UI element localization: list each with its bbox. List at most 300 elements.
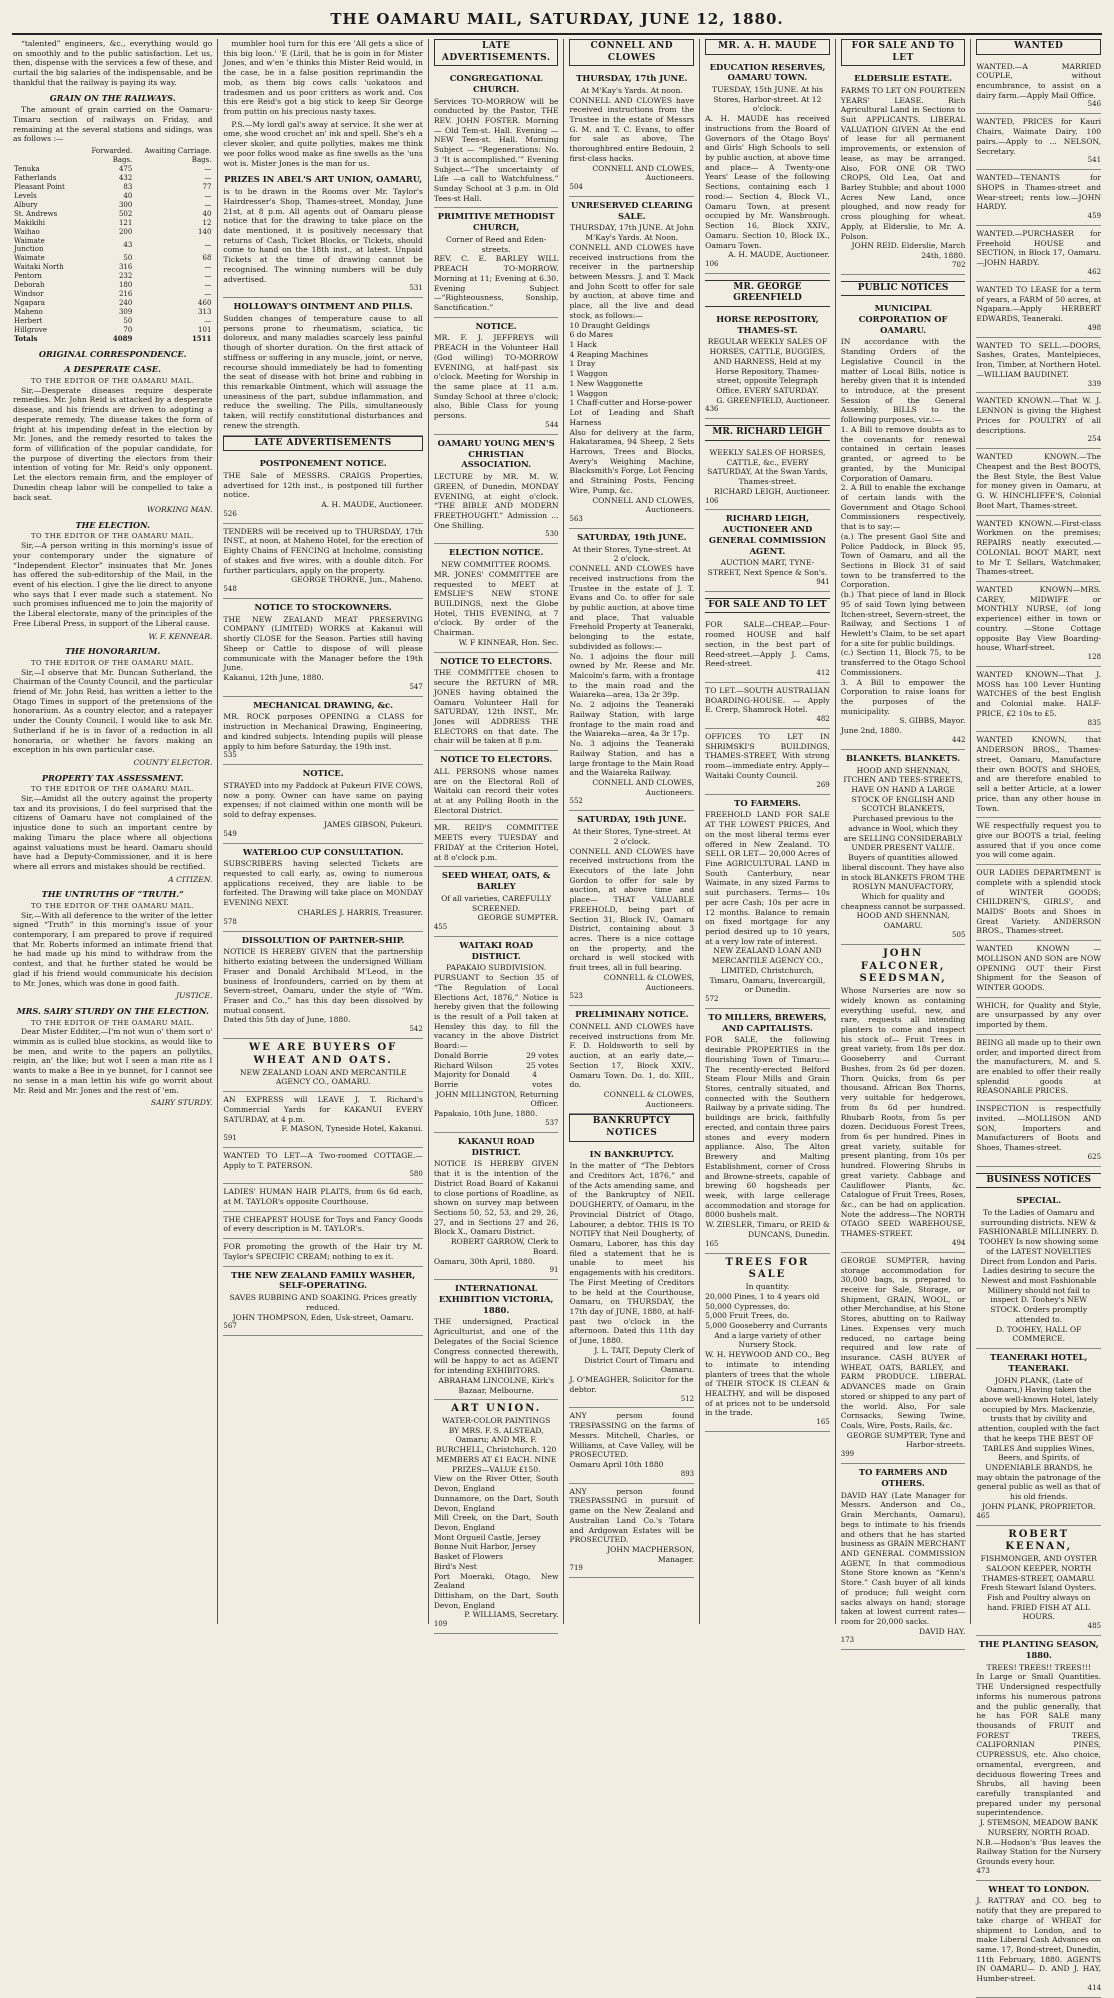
ad-subheading: In quantity. [745,1282,790,1292]
seed-ad [434,867,559,937]
waitaki-road-ad [434,937,559,1133]
letter-signature: JUSTICE. [175,991,213,1001]
evans-sale-ad [569,70,694,197]
ad-number: 412 [816,668,830,677]
lot-list [569,652,694,778]
trees-ad [705,1254,830,1433]
ad-number: 719 [569,1564,583,1573]
ad-body: THE Sale of MESSRS. CRAIGS Properties, advertised for 12th inst., is postponed till further notice. [223,470,423,500]
ad-subheading: At their Stores, Tyne-street. At 2 o'clock. [572,544,692,564]
ad-number: 173 [840,1636,855,1645]
public-notices-heading: PUBLIC NOTICES [841,281,966,297]
ad-heading: MECHANICAL DRAWING, &c. [253,699,394,710]
lot-item: No. 1 adjoins the flour mill owned by Mr. Reese and Mr. Malcolm's farm, with a frontage to the main road and the Waiareka—area, 13a 2r 39p. [569,651,695,700]
small-ad [705,617,830,683]
ad-number: 549 [223,829,237,838]
letter-title: THE HONORARIUM. [65,646,161,657]
ad-heading: ELECTION NOTICE. [448,547,544,558]
wanted-ad [976,282,1101,338]
wanted-ad [976,338,1101,394]
ad-heading: TREES FOR SALE [725,1256,810,1281]
clearing-sale-ad [569,197,694,529]
ad-number: 442 [952,735,966,744]
planting-ad [976,1636,1101,1881]
article-intro [13,39,212,88]
ad-body: THE undersigned, Practical Agriculturist, and one of the Delegates of the Social Science Congress connected therewith, will be happy to act as AGENT for intending EXHIBITORS. [433,1317,559,1376]
postponement-ad [223,455,422,524]
ad-heading: TO FARMERS AND OTHERS. [858,1467,948,1488]
grain-intro: The amount of grain carried on the Oamaru-Timaru section of railways on Friday, and remaining at the several stations and sidings, was as follows :— [13,105,213,144]
grain-cell: — [204,272,212,281]
ad-heading: TEANERAKI HOTEL, TEANERAKI. [990,1352,1088,1373]
grain-cell: Waimate Junction [14,236,45,254]
ad-body: ANY person found TRESPASSING on the farms of Messrs. Mitchell, Charles, or Williams, at Cave Valley, will be PROSECUTED. [569,1411,695,1460]
grain-total-cell: 4089 [112,333,133,343]
ad-number: 165 [816,1418,830,1427]
grain-cell: Fatherlands [14,173,57,182]
letter [13,1006,212,1108]
letter-title: A DESPERATE CASE. [64,364,162,375]
for-sale-to-let-heading: FOR SALE AND TO LET [841,39,966,66]
ad-number: 548 [223,585,237,594]
grain-cell: 240 [118,299,133,308]
ad-signature: CONNELL & CLOWES, Auctioneers. [603,1090,695,1109]
electors-roll-ad [434,751,559,820]
preliminary-ad [569,1006,694,1114]
millers-ad [705,1009,830,1254]
poll-name: Richard Wilson [433,1060,493,1070]
ad-heading: PRELIMINARY NOTICE. [575,1009,689,1020]
ad-number: 436 [705,405,719,414]
letter-addressee: TO THE EDITOR OF THE OAMARU MAIL. [30,532,195,541]
wanted-ad [976,1035,1101,1101]
grain-cell: 121 [118,218,133,227]
grain-cell: Pleasant Point [14,182,65,191]
gordon-estate-ad [569,811,694,1006]
grain-title: GRAIN ON THE RAILWAYS. [49,92,176,103]
ad-number: 542 [409,1025,423,1034]
art-union-ad [434,1400,559,1634]
trees-item: 5,000 Gooseberry and Currants [705,1320,828,1330]
ad-number: 546 [1087,100,1102,109]
wanted-ad [976,1101,1101,1167]
grain-cell: Waitaki North [14,263,64,272]
grain-row [13,308,212,317]
grain-cell: 309 [118,308,133,317]
grain-cell: Levels [14,191,37,200]
ad-number: 459 [1087,212,1102,221]
grain-cell: — [204,290,212,299]
leigh-commission-ad [705,510,830,591]
ad-signature: W. ZIESLER, Timaru, or REID & DUNCANS, Dunedin. [705,1220,830,1239]
ad-heading: NOTICE TO STOCKOWNERS. [254,601,392,612]
ad-body: In the matter of “The Debtors and Creditors Act, 1876,” and of the Acts amending same, and of the Bankruptcy of NEIL DOUGHERTY, of Oamaru, in the Provincial District of Otago, Labourer, a debtor. THIS IS TO NOTIFY that Neil Dougherty, of Oamaru, Laborer, has this day filed a statement that he is unable to meet his engagements with his creditors. The First Meeting of Creditors to be held at the Courthouse, Oamaru, on THURSDAY, the 17th day of JUNE, 1880, at half-past two o'clock in the afternoon. Dated this 11th day of June, 1880. [569,1161,695,1346]
ad-note: N.B.—Hodson's 'Bus leaves the Railway Station for the Nursery Grounds every hour. [976,1837,1102,1867]
ad-number: 552 [569,797,583,806]
grain-row [13,254,212,263]
holloway-title: HOLLOWAY'S OINTMENT AND PILLS. [233,301,413,312]
tenders-ad [223,524,422,599]
ad-number: 563 [569,514,583,523]
ad-signature: CONNELL AND CLOWES, Auctioneers. [592,777,695,797]
grain-cell: 50 [123,254,133,263]
connell-clowes-heading: CONNELL AND CLOWES [569,39,694,66]
ad-heading: SATURDAY, 19th JUNE. [577,814,687,825]
poll-name: Majority for Donald Borrie [433,1070,510,1090]
art-union-notice-body: is to be drawn in the Rooms over Mr. Taylor's Hairdresser's Shop, Thames-street, Monday, June 21st, at 8 p.m. All agents out of Oamaru please notice that for the drawing to take place on the date mentioned, it is positively necessary that returns of Cash, Ticket Blocks, or Tickets, should come to hand on the 18th inst., at latest. Unpaid Tickets at the time of drawing cannot be recognised. The winning numbers will be duly advertised. [223,187,423,284]
correspondence-title: ORIGINAL CORRESPONDENCE. [38,348,187,359]
ad-signature: CONNELL AND CLOWES, Auctioneers. [592,163,695,183]
trespass-ad [569,1408,694,1483]
ad-number: 941 [816,577,830,586]
ad-heading: ART UNION. [451,1403,542,1415]
column-3 [429,39,565,1629]
stock-item: 1 New Waggonette [569,378,643,388]
grain-header-row [13,147,212,165]
letter-body: Sir,—With all deference to the writer of the letter signed “Truth” in this morning's issue of your contemporary, I am prepared to prove if required that Mr. Roberts informed an intimate friend that he had made up his mind to withdraw from the contest, and that he further stated he would be glad if his friend would communicate his decision to Mr. Jones, which was done in good faith. [13,910,213,988]
ad-body: CONNELL AND CLOWES have received instructions from the receiver in the partnership between Messrs. J. and T. Mack and John Scott to offer for sale by auction, at above time and place, all the live and dead stock, as follows:— [569,242,695,320]
kakanui-road-ad [434,1133,559,1280]
ad-heading: ROBERT KEENAN, [1005,1528,1073,1553]
letter-body: Sir,—I observe that Mr. Duncan Sutherland, the Chairman of the County Council, and the particular friend of Mr. John Reid, has written a letter to the Otago Times in support of the pretensions of the honorarium. As a country elector, and a ratepayer under the County Council, I would like to ask Mr. Sutherland if he is in favor of a reduction in all honoraria, or whether he favors making an exception in his own particular case. [13,667,213,755]
grain-cell: — [204,191,212,200]
ad-body: NOTICE IS HEREBY GIVEN that it is the intention of the District Road Board of Kakanui to close portions of Roadline, as shown on survey map between Sections 50, 52, 53, and 29, 26, 27, and in Sections 27 and 26, Block X., Oamaru District. [433,1159,559,1237]
ad-body: PURSUANT to Section 35 of “The Regulation of Local Elections Act, 1876,” Notice is hereby given that the following is the result of a Poll taken at Hensley this day, to fill the vacancy in the above District Board:— [433,973,559,1051]
art-union-notice-title: PRIZES IN ABEL'S ART UNION, OAMARU, [224,174,423,185]
grain-cell: 83 [123,182,133,191]
ad-number: 537 [545,1118,559,1127]
ad-heading: INTERNATIONAL EXHIBITION VICTORIA, 1880. [438,1283,554,1315]
late-ads-heading: LATE ADVERTISEMENTS. [434,39,559,66]
art-union-notice [223,171,422,298]
columns [8,39,1106,1992]
poll-row [434,1070,559,1089]
david-hay-ad [841,1464,966,1650]
ad-signature: GEORGE SUMPTER. [477,913,559,923]
sumpter-ad [841,1253,966,1464]
masthead-title: THE OAMARU MAIL, SATURDAY, JUNE 12, 1880. [12,6,1102,35]
stock-list [569,321,694,428]
ad-body: BY MRS. F. S. ALSTEAD, Oamaru; AND MR. F. BURCHELL, Christchurch. 120 MEMBERS AT £1 EACH. NINE PRIZES—VALUE £150. [435,1425,557,1474]
ad-number: 498 [1087,323,1102,332]
ad-body: INSPECTION is respectfully invited. —MOLLISON AND SON, Importers and Manufacturers of Boots and Shoes, Thames-street. [976,1104,1102,1153]
ad-signature: F. MASON, Tyneside Hotel, Kakanui. [281,1124,423,1134]
ad-body: SUBSCRIBERS having selected Tickets are requested to call early, as, owing to numerous applications received, they are liable to be forfeited. The Drawing will take place on MONDAY EVENING NEXT. [223,859,423,908]
ad-heading: RICHARD LEIGH, AUCTIONEER AND GENERAL COMMISSION AGENT. [708,513,826,556]
ad-body: FREEHOLD LAND FOR SALE AT THE LOWEST PRICES, And on the most liberal terms ever offered in New Zealand. TO SELL OR LET— 20,000 Acres of Fine AGRICULTURAL LAND in South Canterbury, near Waimate, in any sized Farms to suit purchasers. Terms— 10s per acre Cash; 10s per acre in 12 months. Balance to remain on fixed mortgage for any period desired up to 10 years, at a very low rate of interest. [705,810,830,946]
grain-row [13,219,212,228]
ad-body: WANTED KNOWN.—The Cheapest and the Best BOOTS, the Best Style, the Best Value for money given in Oamaru, at G. W. HINCHLIFFE'S, Colonial Boot Mart, Thames-street. [976,452,1102,510]
wanted-ad [976,449,1101,515]
ad-subheading: At their Stores, Tyne-street. At 2 o'clock. [572,827,692,846]
congregational-ad [434,70,559,208]
ad-signature: G. GREENFIELD, Auctioneer. [716,395,830,405]
ad-body: WANTED TO LEASE for a term of years, a FARM of 50 acres, at Ngapara.—Apply HERBERT EDWARDS, Teaneraki. [976,284,1102,323]
grain-cell: Waimate [14,254,45,263]
grain-total-cell: Totals [14,333,38,343]
for-sale-heading: FOR SALE AND TO LET [705,598,830,614]
letter [13,889,212,1001]
grain-table [13,147,212,344]
ad-heading: SPECIAL. [1016,1195,1062,1206]
ad-signature: JOHN REID. Elderslie, March 24th, 1880. [851,241,966,260]
ad-number: 572 [705,995,719,1003]
ad-signature: HOOD AND SHENNAN, OAMARU. [856,911,950,931]
ad-solicitor: J. O'MEAGHER, Solicitor for the debtor. [569,1375,694,1394]
ad-number: 494 [952,1238,966,1247]
ad-signature: W. H. HEYWOOD AND CO., Beg to intimate to intending planters of trees that the whole of THEIR STOCK IS CLEAN & HEALTHY, and will be disposed of at prices not to be undersold in the trade. [705,1350,830,1418]
letter-title: THE ELECTION. [75,519,150,530]
grain-header-cell: Forwarded. Bags. [91,146,133,164]
wheat-london-ad [976,1881,1101,1998]
letter-body: Dear Mister Edditer,—I'm not wun o' them sort o' wimmin as is culled blue stockins, as would like to be men, and write to the papers an pollytiks, reigin, an' the like; but wot I seen a man rite as I wants to make a Bee in ye bunnet, for I cannot see no sense in a man lettin his wife go worrit about Mr. Reid and Mr. Jones and the rest of 'em. [13,1027,213,1095]
falconer-ad [841,945,966,1253]
ad-heading: PRIMITIVE METHODIST CHURCH, [437,211,555,233]
grain-cell: Deborah [14,281,45,290]
column-6 [836,39,972,1645]
ad-number: 702 [952,260,966,269]
ad-signature: P. WILLIAMS, Secretary. [464,1610,559,1620]
letters-list [13,364,212,1108]
grain-cell: 40 [202,209,212,218]
poll-votes: 25 votes [526,1060,559,1070]
electors-ad [434,653,559,752]
ad-signature: GEORGE THORNE, Jun., Maheno. [291,575,423,585]
wanted-ad [976,732,1101,818]
ad-body: WANTED KNOWN.—That W. J. LENNON is giving the Highest Prices for POULTRY of all descriptions. [976,396,1102,435]
strayed-ad [223,765,422,843]
ad-heading: NOTICE. [302,768,344,779]
stockowners-ad [223,599,422,697]
toys-ad [223,1212,422,1239]
ad-number: 106 [705,259,719,268]
prize-item: Dittisham, on the Dart, South Devon, England [433,1590,559,1610]
ad-body: ALL PERSONS whose names are on the Electoral Roll of Waitaki can record their votes at at any Polling Booth in the Electoral District. [433,766,559,815]
ad-signature: CHARLES J. HARRIS, Treasurer. [297,907,423,917]
bill-item: (b.) That piece of land in Block 95 of said Town lying between Itchen-street, Severn-street, the Railway, and Sections 1 of Hewlett's Claim, to be set apart for a site for public buildings. [840,590,966,648]
ad-signature: D. TOOHEY, HALL OF COMMERCE. [996,1324,1082,1344]
wanted-ad [976,941,1101,998]
ad-date: Papakaio, 10th June, 1880. [433,1109,538,1119]
wanted-list [976,59,1101,1167]
bill-item: 1. A Bill to remove doubts as to the covenants for renewal contained in certain leases granted, or agreed to be granted, by the Municipal Corporation of Oamaru. [840,424,966,483]
ad-number: 526 [223,509,237,518]
ad-number: 547 [409,682,423,691]
ad-body: THE CHEAPEST HOUSE for Toys and Fancy Goods of every description is M. TAYLOR's. [223,1214,423,1234]
ad-body: IN accordance with the Standing Orders of the Legislative Council in the matter of Local Bills, notice is hereby given that it is intended to introduce, at the present Session of the General Assembly, BILLS to the following purposes, viz.:— [840,337,966,425]
stock-item: 1 Dray [569,359,596,369]
ad-number: 591 [223,1133,237,1142]
ad-heading: WE ARE BUYERS OF WHEAT AND OATS. [249,1042,398,1066]
ad-heading: TO MILLERS, BREWERS, AND CAPITALISTS. [708,1011,827,1033]
ad-body: HOOD AND SHENNAN, ITCHEN AND TEES-STREETS, HAVE ON HAND A LARGE STOCK OF ENGLISH AND SCOTCH BLANKETS, Purchased previous to the advance in Wool, which they are SELLING CONSIDERABLY UNDER PRESENT VALUE. Buyers of quantities allowed liberal discount. They have also in stock BLANKETS FROM THE ROSLYN MANUFACTORY, Which for quality and cheapness cannot be surpassed. [840,765,966,911]
wanted-ad [976,865,1101,941]
ad-number: 567 [223,1322,237,1331]
small-ad [705,683,830,729]
letter-title: PROPERTY TAX ASSESSMENT. [41,772,184,783]
ad-body: MR. REID'S COMMITTEE MEETS every TUESDAY and FRIDAY at the Criterion Hotel, at 8 o'clock p.m. [433,823,559,862]
elderslie-ad [841,70,966,275]
ad-body: WANTED KNOWN, that ANDERSON BROS., Thames-street, Oamaru, Manufacture their own BOOTS and SHOES, and are therefore enabled to sell a better Article, at a lower price, than any other house in Town. [976,735,1102,813]
grain-header-cell: Awaiting Carriage. Bags. [144,146,212,164]
ad-heading: CONGREGATIONAL CHURCH. [449,73,543,94]
ad-signature: CONNELL & CLOWES, Auctioneers. [603,972,695,992]
ad-body: WANTED KNOWN — MOLLISON AND SON are NOW OPENING OUT their First Shipment for the Season of WINTER GOODS. [976,944,1102,992]
ad-signature: ABRAHAM LINCOLNE, Kirk's Bazaar, Melbourne. [438,1375,554,1395]
grain-cell: — [204,173,212,182]
ad-heading: EDUCATION RESERVES, OAMARU TOWN. [709,61,826,83]
ad-body: WHICH, for Quality and Style, are unsurpassed by any over imported by them. [976,1000,1102,1030]
holloway-body: Sudden changes of temperature cause to all persons prone to rheumatism, sciatica, tic doloreux, and many maladies scarcely less painful though of shorter duration. On the first attack of stiffness or suffering in any muscle, joint, or nerve, recourse should immediately be had to fomenting the seat of disease with hot brine and rubbing in this remarkable Ointment, which will assuage the uneasiness of the part, subdue inflammation, and reduce the swelling. The Pills, simultaneously taken, will rectify constitutional disturbances and renew the strength. [223,313,423,430]
grain-cell: Windsor [14,290,44,299]
ad-number: 625 [1087,1152,1102,1161]
ad-number: 128 [1087,652,1102,661]
grain-header-cell [13,147,73,165]
trees-item: 50,000 Cypresses, do. [705,1301,790,1311]
letter [13,773,212,885]
ad-heading: WAITAKI ROAD DISTRICT. [459,939,533,961]
letter-body: Sir,—Amidst all the outcry against the property tax and its provisions, I do feel surprised that the citizens of Oamaru have not complained of the injustice done to such an important centre by making Timaru the place where all objections against valuations must be heard. Oamaru should have had a Deputy-Commissioner, and it is here where all errors and mistakes should be rectified. [13,793,213,871]
letter-cont-text: mumbler hool turn for this ere 'All gets a slice of this big loon.' 'E (Liril, that he is goin in for Mister Jones, and w'en 'e thinks this Mister Reid would, in the case, be in a false position reprimandin the mob, as them big cows calls 'uokatoos and tradesmen and us poor critters as work and. Cos this ere Reid's got a big stick to keep Sir George from puttin on his precious nasty taxes. [223,39,423,117]
grain-cell: 216 [118,290,133,299]
ad-signature: Kakanui, 12th June, 1880. [223,673,324,683]
grain-cell: 68 [202,254,212,263]
ad-number: 106 [705,496,719,505]
ad-body: WANTED KNOWN—MRS. CAREY, MIDWIFE or MONTHLY NURSE, (of long experience) either in town or country. —Stone Cottage opposite Bay View Boarding-house, Wharf-street. [976,584,1102,653]
business-notices-heading: BUSINESS NOTICES [976,1173,1101,1189]
bankruptcy-ad [569,1146,694,1409]
ad-number: 254 [1087,435,1102,444]
letter-ps-text: P.S.—My lordl gal's away at service. It she wer at ome, she wood crochet an' ink and spell. She's eh a clever skoler, and quite pollyties, makes me think we poor folks wood make as fine swells as the 'uns wot is. Mister Jones is the man for us. [223,119,423,168]
wanted-ad [976,114,1101,170]
grain-row [13,299,212,308]
grain-row [13,228,212,237]
municipal-ad [841,300,966,750]
prize-item: Bonne Nuit Harbor, Jersey [433,1542,536,1552]
ad-signature: CONNELL AND CLOWES, Auctioneers. [592,495,695,515]
ad-heading: DISSOLUTION OF PARTNER-SHIP. [241,934,405,945]
grain-row [13,281,212,290]
ad-body: WEEKLY SALES OF HORSES, CATTLE, &c., EVERY SATURDAY, At the Swan Yards, Thames-street. [707,447,828,487]
trees-item: 5,000 Fruit Trees, do. [705,1311,790,1321]
prize-item: Bird's Nest [433,1561,477,1571]
ad-body: Services TO-MORROW will be conducted by the Pastor, THE REV. JOHN FOSTER. Morning — Old Tem-st. Hall. Evening —NEW Tees-st. Hall. Morning Subject — “Regenerations: No. 3 ‘It is accomplished.’” Evening Subject—“The uncertainty of Life —a call to Watchfulness.” Sunday School at 3 p.m. in Old Tees-st Hall. [433,96,559,203]
wanted-ad [976,516,1101,582]
grain-row [13,272,212,281]
ad-number: 485 [1087,1622,1102,1631]
blankets-ad [841,750,966,945]
ad-heading: WHEAT TO LONDON. [988,1883,1090,1894]
ad-date: June 2nd, 1880. [840,726,902,736]
ad-body: OFFICES TO LET IN SHRIMSKI'S BUILDINGS, THAMES-STREET, With strong room—immediate entry. Apply—Waitaki County Council. [705,732,830,780]
column-1 [8,39,218,1624]
bill-item: 2. A Bill to enable the exchange of certain lands with the Government and Otago School Commissioners respectively, that is to say:— [840,483,966,532]
ad-number: 455 [433,922,448,931]
ad-number: 165 [705,1239,719,1248]
primitive-ad [434,208,559,317]
stock-item: 1 Waggon [569,388,608,398]
ad-body: LADIES' HUMAN HAIR PLAITS, from 6s 6d each, at M. TAYLOR's opposite Courthouse. [223,1187,423,1207]
column-4 [564,39,700,1624]
teaneraki-hotel-ad [976,1349,1101,1526]
ad-signature: JOHN MACPHERSON, Manager. [607,1545,695,1564]
ad-number: 462 [1087,267,1102,276]
ad-body: CONNELL AND CLOWES have received instructions from Mr. F. D. Holdsworth to sell by auction, at an early date,— Section 17, Block XXIV., Oamaru Town. Do. 1, do. XIII., do. [569,1022,695,1090]
ad-heading: WATERLOO CUP CONSULTATION. [242,846,404,857]
letter-addressee: TO THE EDITOR OF THE OAMARU MAIL. [30,785,195,794]
wanted-ad [976,59,1101,115]
ad-body: WANTED TO LET—A Two-roomed COTTAGE.—Apply to T. PATERSON. [223,1150,423,1170]
grain-total-cell: 1511 [191,333,212,343]
letter-addressee: TO THE EDITOR OF THE OAMARU MAIL. [30,658,195,667]
grain-cell: 502 [118,209,133,218]
ad-heading: NOTICE TO ELECTORS. [440,655,553,666]
ad-body-tail: Also for delivery at the farm, Hakataramea, 94 Sheep, 2 Sets Harrows, Trees and Blocks, Avery's Weighing Machine, Blacksmith's Forge, Lot Fencing and Straining Posts, Fencing Wire, Pump, &c. [569,427,695,495]
lot-item: No. 3 adjoins the Teaneraki Railway Station, and has a large frontage to the Main Road and the Waiareka Railway. [569,739,695,778]
bill-item: (a.) The present Gaol Site and Police Paddock, in Block 95, Town of Oamaru, and all the Sections in Block 31 of said town to be transferred to the Corporation. [840,531,966,590]
ad-signature: ROBERT GARROW, Clerk to Board. [450,1237,559,1256]
grain-row [13,183,212,192]
ad-subheading: Corner of Reed and Eden-streets. [446,234,547,254]
ad-heading: TO FARMERS. [734,797,801,808]
grain-cell: Herbert [14,317,43,326]
grain-cell: 140 [198,227,212,236]
ad-heading: SEED WHEAT, OATS, & BARLEY [441,870,551,892]
wanted-ad [976,226,1101,282]
jeffreys-ad [434,318,559,435]
greenfield-heading: MR. GEORGE GREENFIELD [705,280,830,307]
poll-name: Donald Borrie [433,1050,488,1060]
grain-cell: 313 [198,308,212,317]
wanted-ad [976,667,1101,733]
grain-cell: — [204,200,212,209]
ad-heading: OAMARU YOUNG MEN'S CHRISTIAN ASSOCIATION. [437,437,555,470]
ad-heading: SATURDAY, 19th JUNE. [577,531,687,542]
ad-body: ANY person found TRESPASSING in pursuit of game on the New Zealand and Australian Land Co.'s Totara and Ardgowan Estates will be PROSECUTED. [569,1486,695,1545]
ad-body: Whose Nurseries are now so widely known as containing everything useful, new, and rare, requests all intending planters to come and inspect his stock of— Fruit Trees in great variety, from 18s per doz. Gooseberry and Currant Bushes, from 2s 6d per dozen. Thorn Quicks, from 6s per thousand. African Box Thorns, very suitable for hedgerows, from 8s 6d per hundred. Rhubarb Roots, from 5s per dozen. Deciduous Forest Trees, from 6s per hundred. Pines in great variety, suitable for present planting, from 10s per hundred. Flowering Shrubs in great variety. Cabbage and Cauliflower Plants, &c. Catalogue of Fruit Trees, Roses, &c., can be had on application. Note the address—The NORTH OTAGO SEED WAREHOUSE, THAMES-STREET. [840,986,966,1239]
wanted-ad [976,582,1101,667]
ad-signature: JOHN PLANK, PROPRIETOR. [981,1501,1096,1511]
ad-body: STRAYED into my Paddock at Pukeuri FIVE COWS, now a pony. Owner can have same on paying expenses; if not claimed within one month will be sold to defray expenses. [223,781,423,820]
ad-number: 512 [680,1394,695,1403]
letter-addressee: TO THE EDITOR OF THE OAMARU MAIL. [30,376,195,385]
ad-body: THE NEW ZEALAND MEAT PRESERVING COMPANY (LIMITED) WORKS at Kakanui will shortly CLOSE for the Season. Parties still having Sheep or Cattle to dispose of will please communicate with the Manager before the 19th June. [223,614,423,673]
ad-signature: Oamaru April 10th 1880 [569,1460,664,1470]
wanted-ad [976,170,1101,226]
column-7 [971,39,1106,1992]
bill-item: 3. A Bill to empower the Corporation to raise loans for the purposes of the municipality. [840,677,966,716]
grain-row [13,237,212,255]
grain-cell: Waihao [14,227,40,236]
ad-body: WANTED.—A MARRIED COUPLE, without encumbrance, to assist on a dairy farm.—Apply Mail Office. [976,61,1102,100]
stock-item: 6 do Mares [569,330,613,340]
ad-heading: JOHN FALCONER, SEEDSMAN, [859,947,947,985]
trespass-game-ad [569,1484,694,1579]
grain-cell: — [204,281,212,290]
stock-item: 1 Waggon [569,369,608,379]
letter-addressee: TO THE EDITOR OF THE OAMARU MAIL. [30,901,195,910]
prize-item: Port Moeraki, Otago, New Zealand [433,1571,559,1591]
grain-cell: 180 [118,281,133,290]
ad-subheading: NEW COMMITTEE ROOMS. [441,560,552,570]
ad-body: BEING all made up to their own order, and imported direct from the manufacturers, M. and S. are enabled to offer their really splendid goods at REASONABLE PRICES. [976,1037,1102,1096]
cream-ad [223,1239,422,1266]
houses-list [705,617,830,794]
letter-title: THE UNTRUTHS OF “TRUTH.” [41,889,184,900]
ad-number: 535 [223,751,237,760]
ad-heading: NOTICE TO ELECTORS. [440,754,553,765]
teaneraki-property-ad [569,529,694,811]
